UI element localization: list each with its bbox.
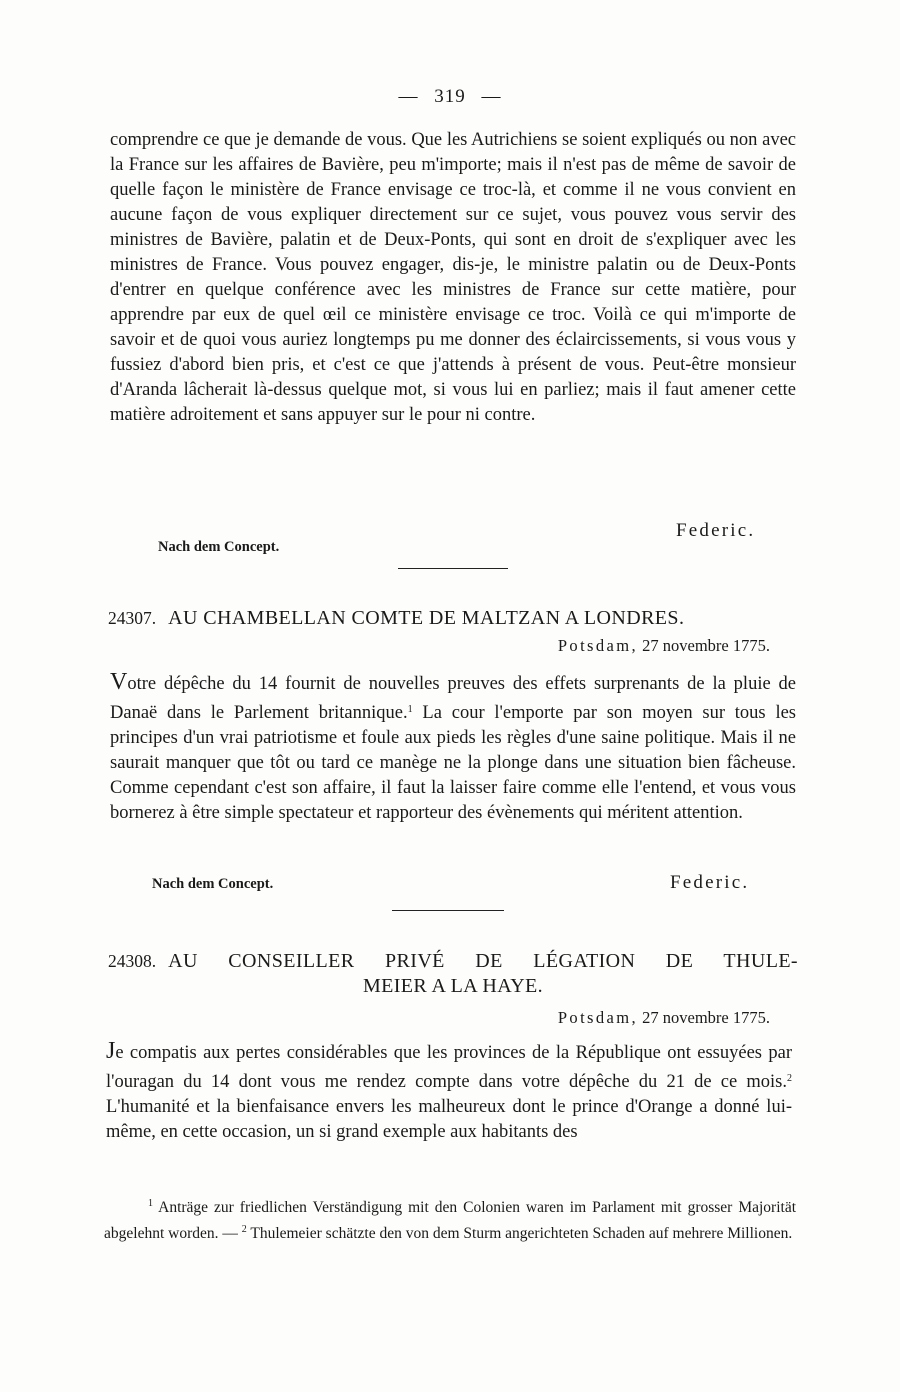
dateline-place: Potsdam,: [557, 1008, 639, 1027]
footnote-1-text: Anträge zur friedlichen Verständigung mit den Colonien waren im Parlament mit grosser Majorität abgelehnt worden. —: [104, 1199, 796, 1242]
previous-letter-signature: Federic.: [676, 520, 756, 541]
letter-24307-body: [110, 670, 796, 826]
letter-title-line2: MEIER A LA HAYE.: [362, 975, 544, 997]
letter-24307-dateline: [558, 636, 770, 656]
footnote-mark: 2: [241, 1224, 247, 1235]
dateline-date: 27 novembre 1775.: [642, 1008, 770, 1027]
letter-number: 24307.: [108, 608, 157, 628]
letter-24307-source: Nach dem Concept.: [152, 876, 274, 892]
page-number-value: 319: [434, 86, 466, 107]
letter-number: 24308.: [108, 951, 157, 971]
footnote-2-text: Thulemeier schätzte den von dem Sturm angerichteten Schaden auf mehrere Millionen.: [246, 1225, 793, 1242]
footnotes: [104, 1193, 796, 1245]
previous-letter-body: comprendre ce que je demande de vous. Que les Autrichiens se soient expliqués ou non avec la France sur les affaires de Bavière, peu m'importe; mais il n'est pas de même de savoir de quelle façon le ministère de France envisage ce troc-là, et comme il ne vous convient en aucune façon de vous expliquer directement sur ce sujet, vous pouvez vous servir des ministres de Bavière, palatin et de Deux-Ponts, qui sont en droit de s'expliquer avec les ministres de France. Vous pouvez engager, dis-je, le ministre palatin ou de Deux-Ponts d'entrer en quelque conférence avec les ministres de France sur cette matière, pour apprendre par eux de quel œil ce ministère envisage ce troc. Voilà ce qui m'importe de savoir et de quoi vous auriez longtemps pu me donner des éclaircissements, si vous vous y fussiez d'abord bien pris, et c'est ce que j'attends à présent de vous. Peut-être monsieur d'Aranda lâcherait là-dessus quelque mot, si vous lui en parliez; mais il faut amener cette matière adroitement et sans appuyer sur le pour ni contre.: [110, 130, 796, 425]
footnote-mark: 1: [148, 1198, 153, 1209]
letter-24308-dateline: [558, 1008, 770, 1028]
drop-initial: V: [110, 669, 128, 695]
drop-initial: J: [106, 1038, 116, 1064]
dateline-date: 27 novembre 1775.: [642, 636, 770, 655]
body-text-cont: La cour l'emporte par son moyen sur tous les principes d'un vrai patriotisme et foule aux pieds les règles d'une saine politique. Mais il ne saurait manquer que tôt ou tard ce manège ne la plonge dans une situation bien fâcheuse. Comme cependant c'est son affaire, il faut la laisser faire comme elle l'entend, et vous vous bornerez à être simple spectateur et rapporteur des évènements qui méritent attention.: [110, 703, 796, 823]
body-text: otre dépêche du 14 fournit de nouvelles preuves des effets surprenants de la pluie de Danaë dans le Parlement britannique.: [110, 674, 796, 723]
dateline-place: Potsdam,: [557, 636, 639, 655]
footnote-ref: 2: [787, 1073, 792, 1084]
body-text: e compatis aux pertes considérables que les provinces de la République ont essuyées par l'ouragan du 14 dont vous me rendez compte dans votre dépêche du 21 de ce mois.: [106, 1043, 792, 1092]
page-number: [0, 86, 900, 108]
letter-24308-heading: [108, 950, 798, 998]
letter-title: AU CHAMBELLAN COMTE DE MALTZAN A LONDRES.: [168, 607, 685, 629]
page-number-dash-right: —: [481, 86, 502, 107]
body-text-cont: L'humanité et la bienfaisance envers les malheureux dont le prince d'Orange a donné lui-même, en cette occasion, un si grand exemple aux habitants des: [106, 1097, 792, 1142]
letter-24308-body: [106, 1039, 792, 1145]
previous-letter-source: Nach dem Concept.: [158, 539, 280, 555]
letter-title-line1: [108, 950, 798, 973]
letter-title-text: AU CONSEILLER PRIVÉ DE LÉGATION DE THULE-: [168, 950, 798, 972]
letter-24307-signature: Federic.: [670, 872, 750, 893]
section-divider: [392, 910, 504, 911]
letter-24307-heading: [108, 607, 798, 630]
section-divider: [398, 568, 508, 569]
footnote-ref: 1: [407, 704, 413, 715]
page-number-dash-left: —: [398, 86, 419, 107]
